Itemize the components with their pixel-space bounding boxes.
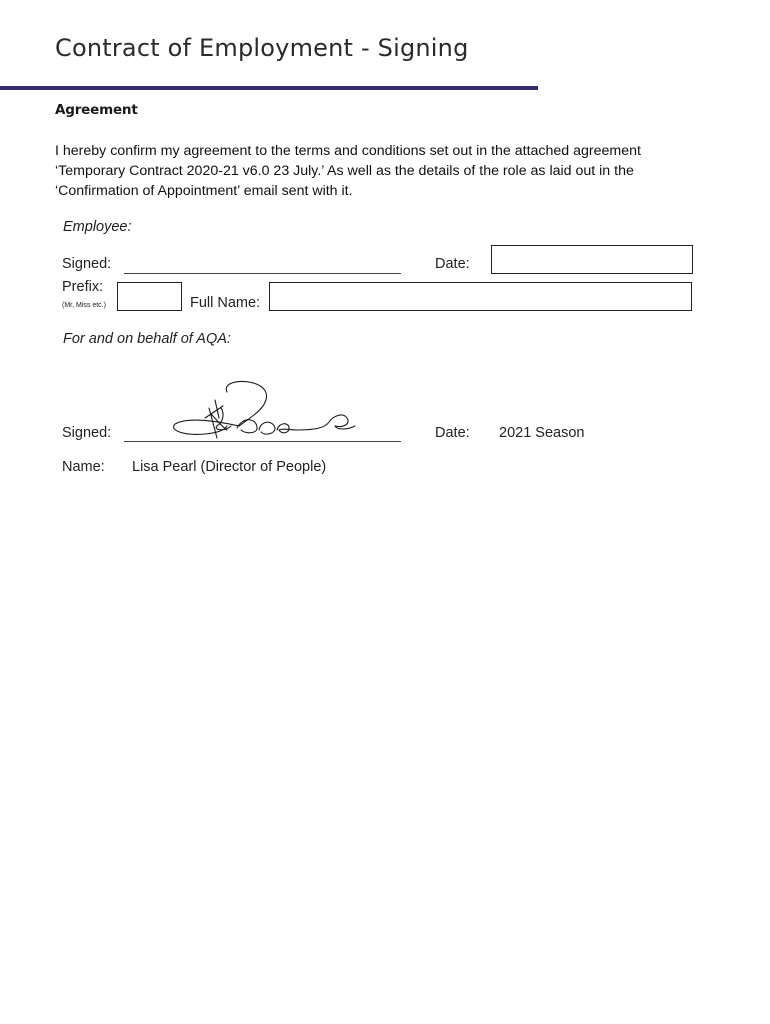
full-name-label: Full Name: [190,295,261,311]
employer-signature-line [124,441,401,442]
agreement-line: I hereby confirm my agreement to the terms and conditions set out in the attached agreement [55,143,641,159]
employer-date-label: Date: [435,425,470,441]
agreement-line: ‘Temporary Contract 2020-21 v6.0 23 July.’ As well as the details of the role as laid out in the [55,163,634,179]
employee-signed-label: Signed: [62,256,112,272]
employee-heading: Employee: [63,219,132,235]
employer-name-value: Lisa Pearl (Director of People) [132,459,327,475]
employee-date-label: Date: [435,256,470,272]
title-divider [0,86,538,90]
employer-signed-label: Signed: [62,425,112,441]
employer-heading: For and on behalf of AQA: [63,331,231,347]
employee-signature-line[interactable] [124,273,401,274]
page-title: Contract of Employment - Signing [55,34,469,62]
prefix-hint: (Mr, Miss etc.) [62,302,106,309]
prefix-label: Prefix: [62,279,104,295]
agreement-text [55,141,715,201]
prefix-field[interactable] [117,282,182,311]
employer-date-value: 2021 Season [499,425,585,441]
agreement-line: ‘Confirmation of Appointment’ email sent with it. [55,183,353,199]
employer-name-label: Name: [62,459,105,475]
signature-image [165,378,365,446]
full-name-field[interactable] [269,282,692,311]
section-heading: Agreement [55,102,138,118]
employee-date-field[interactable] [491,245,693,274]
